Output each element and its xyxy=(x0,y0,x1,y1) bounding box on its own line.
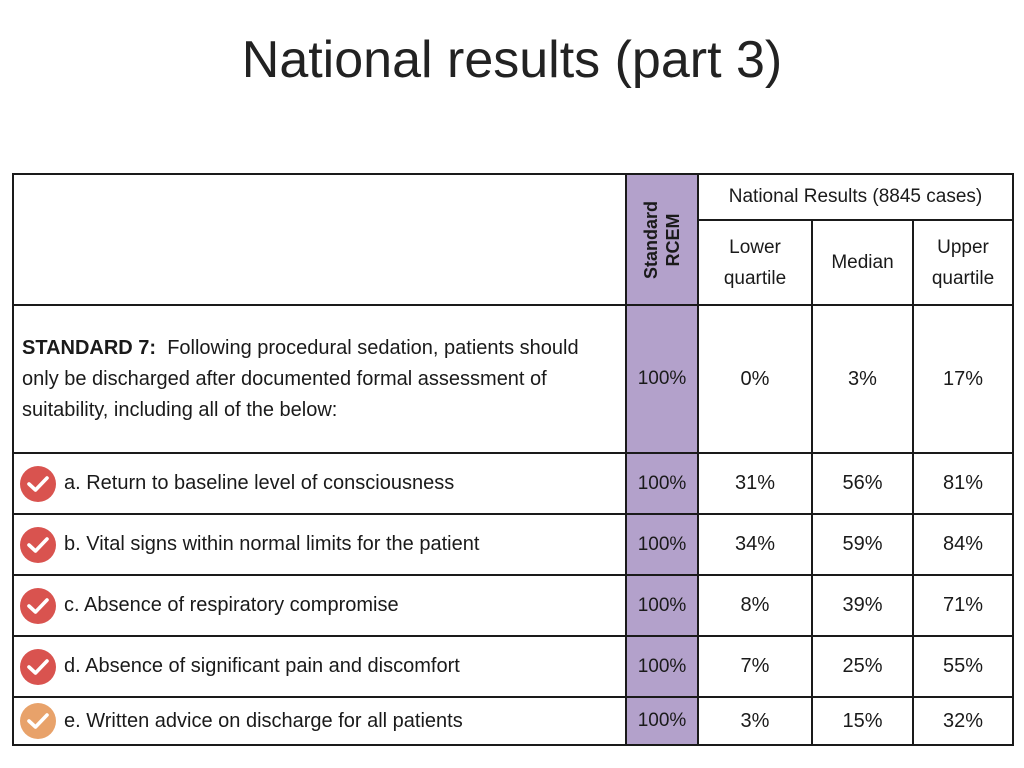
standard-text: Following procedural sedation, patients should only be discharged after documented formal assessment of suitability, including all of the below: xyxy=(22,336,579,421)
upper-value: 32% xyxy=(913,697,1013,745)
median-header: Median xyxy=(812,220,913,305)
page-title: National results (part 3) xyxy=(241,31,783,89)
standard-lower: 0% xyxy=(698,305,812,453)
upper-value: 55% xyxy=(913,636,1013,697)
upper-quartile-header: Upper quartile xyxy=(913,220,1013,305)
header-row-1 xyxy=(13,174,1013,220)
median-value: 59% xyxy=(812,514,913,575)
criterion-cell xyxy=(13,575,626,636)
standard-median: 3% xyxy=(812,305,913,453)
rcem-value: 100% xyxy=(626,453,698,514)
header-blank-cell xyxy=(13,174,626,305)
national-results-header: National Results (8845 cases) xyxy=(698,174,1013,220)
rcem-standard-label xyxy=(640,200,684,278)
rcem-label-line2: Standard xyxy=(641,200,661,279)
table-row xyxy=(13,697,1013,745)
standard-upper: 17% xyxy=(913,305,1013,453)
rcem-value: 100% xyxy=(626,575,698,636)
standard-rcem: 100% xyxy=(626,305,698,453)
median-value: 39% xyxy=(812,575,913,636)
criterion-cell xyxy=(13,636,626,697)
lower-value: 3% xyxy=(698,697,812,745)
criterion-cell xyxy=(13,514,626,575)
table-row xyxy=(13,575,1013,636)
criterion-text: e. Written advice on discharge for all patients xyxy=(64,709,463,732)
lower-value: 34% xyxy=(698,514,812,575)
check-icon xyxy=(20,649,56,685)
median-value: 15% xyxy=(812,697,913,745)
check-icon xyxy=(20,527,56,563)
standard-row xyxy=(13,305,1013,453)
standard-description xyxy=(13,305,626,453)
table-row xyxy=(13,453,1013,514)
criterion-cell xyxy=(13,453,626,514)
check-icon xyxy=(20,466,56,502)
upper-value: 84% xyxy=(913,514,1013,575)
upper-value: 81% xyxy=(913,453,1013,514)
lower-quartile-header: Lower quartile xyxy=(698,220,812,305)
criterion-text: b. Vital signs within normal limits for the patient xyxy=(64,533,480,555)
rcem-standard-header xyxy=(626,174,698,305)
criterion-text: d. Absence of significant pain and discomfort xyxy=(64,655,460,677)
criterion-text: c. Absence of respiratory compromise xyxy=(64,594,399,616)
check-icon xyxy=(20,588,56,624)
rcem-value: 100% xyxy=(626,636,698,697)
results-table xyxy=(12,173,1014,746)
rcem-label-line1: RCEM xyxy=(663,213,683,267)
median-value: 25% xyxy=(812,636,913,697)
criterion-cell xyxy=(13,697,626,745)
median-value: 56% xyxy=(812,453,913,514)
lower-value: 7% xyxy=(698,636,812,697)
lower-value: 31% xyxy=(698,453,812,514)
lower-value: 8% xyxy=(698,575,812,636)
table-row xyxy=(13,636,1013,697)
check-icon xyxy=(20,703,56,739)
rcem-value: 100% xyxy=(626,697,698,745)
table-row xyxy=(13,514,1013,575)
upper-value: 71% xyxy=(913,575,1013,636)
criterion-text: a. Return to baseline level of consciousness xyxy=(64,472,455,494)
standard-label: STANDARD 7: xyxy=(22,336,157,359)
rcem-value: 100% xyxy=(626,514,698,575)
